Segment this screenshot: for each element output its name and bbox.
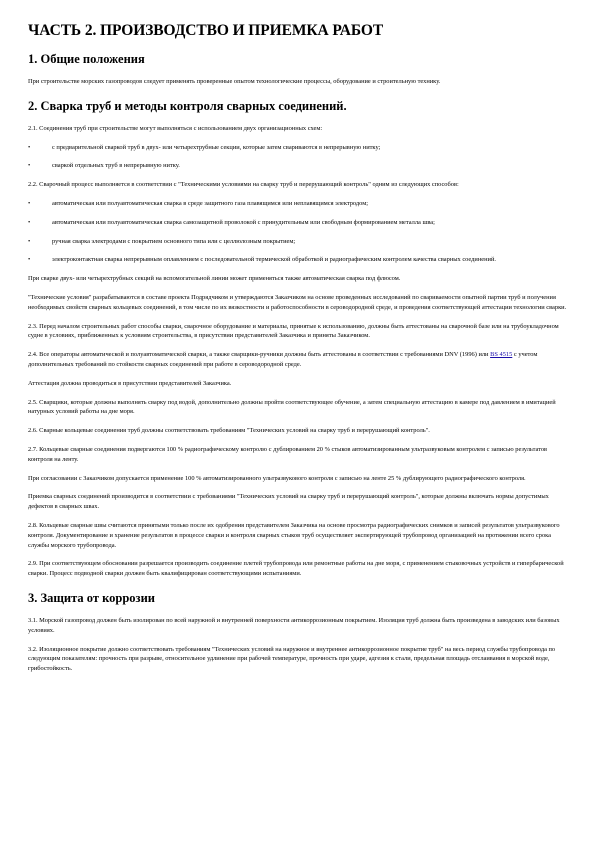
bullet-item (28, 143, 567, 153)
section-heading: 1. Общие положения (28, 52, 145, 66)
bullet-marker: • (28, 199, 31, 207)
bullet-text: электроконтактная сварка непрерывным оплавлением с последовательной термической обработкой и радиографическим контролем качества сварных соединений. (52, 256, 496, 264)
bullet-item (28, 199, 567, 209)
paragraph: "Технические условия" разрабатываются в составе проекта Подрядчиком и утверждаются Заказчиком на основе проведенных исследований по свариваемости опытной партии труб и получения необходимых свойств сварных кольцевых соединений, в том числе по их вязкостности и работоспособности в сероводородной среде, и проведения соответствующей аттестации технологии сварки. (28, 293, 567, 311)
bullet-text: сваркой отдельных труб в непрерывную нитку. (52, 162, 180, 170)
bullet-item (28, 237, 567, 247)
bullet-item (28, 218, 567, 228)
paragraph: 3.2. Изоляционное покрытие должно соответствовать требованиям "Технических условий на наружное и внутреннее антикоррозионное покрытие труб" на весь период службы трубопровода по следующим показателям: прочность при разрыве, относительное удлинение при рабочей температуре, прочность при ударе, адгезия к стали, предельная площадь отслаивания в морской воде, грибостойкость. (28, 645, 556, 673)
bullet-marker: • (28, 237, 31, 245)
bullet-marker: • (28, 162, 31, 170)
paragraph: При сварке двух- или четырехтрубных секций на вспомогательной линии может применяться также автоматическая сварка под флюсом. (28, 275, 401, 283)
paragraph: 2.3. Перед началом строительных работ способы сварки, сварочное оборудование и материалы, принятые к использованию, должны быть аттестованы на сварочной базе или на трубоукладочном судне в условиях, приближенных к условиям строительства, в присутствии представителей Заказчика и приняты Заказчиком. (28, 322, 559, 340)
bullet-marker: • (28, 143, 31, 151)
bullet-marker: • (28, 218, 31, 226)
bullet-text: ручная сварка электродами с покрытием основного типа или с целлюлозным покрытием; (52, 237, 296, 245)
document-title: ЧАСТЬ 2. ПРОИЗВОДСТВО И ПРИЕМКА РАБОТ (28, 22, 384, 39)
paragraph: 2.8. Кольцевые сварные швы считаются принятыми только после их одобрения представителем Заказчика на основе просмотра радиографических снимков и записей результатов ультразвукового контроля. Документирование и хранение результатов в процессе сварки и контроля сварных стыков труб осуществляет экспертирующей трубопровод организацией на протяжении всего срока службы морского трубопровода. (28, 521, 560, 549)
bullet-item (28, 255, 567, 265)
paragraph: При согласовании с Заказчиком допускается применение 100 % автоматизированного ультразвукового контроля с записью на ленте 25 % дублирующего радиографического контроля. (28, 474, 526, 482)
paragraph: 2.6. Сварные кольцевые соединения труб должны соответствовать требованиям "Технических условий на сварку труб и перерушающий контроль". (28, 427, 430, 435)
paragraph: 2.1. Соединения труб при строительстве могут выполняться с использованием двух организационных схем: (28, 124, 323, 132)
standard-link[interactable]: BS 4515 (490, 351, 513, 359)
bullet-marker: • (28, 256, 31, 264)
paragraph: Приемка сварных соединений производится в соответствии с требованиями "Технических условий на сварку труб и перерушающий контроль", которые должны включать нормы допустимых дефектов в сварных швах. (28, 493, 549, 511)
section-heading: 2. Сварка труб и методы контроля сварных соединений. (28, 98, 347, 113)
bullet-item (28, 161, 567, 171)
paragraph: 2.2. Сварочный процесс выполняется в соответствии с "Техническими условиями на сварку труб и перерушающий контроль" одним из следующих способов: (28, 181, 459, 189)
bullet-text: с предварительной сваркой труб в двух- или четырехтрубные секции, которые затем свариваются в непрерывную нитку; (52, 143, 381, 151)
document-body (28, 52, 567, 674)
section-heading: 3. Защита от коррозии (28, 590, 155, 605)
paragraph: 2.9. При соответствующем обосновании разрешается производить соединение плетей трубопровода или ремонтные работы на дне моря, с применением стыковочных устройств и гипербарической сварки. Процесс подводной сварки должен быть квалифицирован соответствующими испытаниями. (28, 560, 564, 578)
bullet-text: автоматическая или полуавтоматическая сварка в среде защитного газа плавящимся или неплавящимся электродом; (52, 199, 369, 207)
paragraph-text: с учетом дополнительных требований по стойкости сварных соединений при работе в сероводородной среде. (28, 351, 538, 368)
paragraph: 2.7. Кольцевые сварные соединения подвергаются 100 % радиографическому контролю с дублированием 20 % стыков автоматизированным ультразвуковым контролем с записью результатов контроля на ленту. (28, 445, 548, 463)
paragraph: 2.5. Сварщики, которые должны выполнять сварку под водой, дополнительно должны пройти соответствующее обучение, а затем специальную аттестацию в камере под давлением в имитацией натурных условий работы на дне моря. (28, 398, 556, 416)
paragraph: При строительстве морских газопроводов следует применять проверенные опытом технологические процессы, оборудование и строительную технику. (28, 78, 441, 85)
paragraph (28, 350, 567, 370)
paragraph: 3.1. Морской газопровод должен быть изолирован по всей наружной и внутренней поверхности антикоррозионным покрытием. Изоляция труб должна быть произведена в заводских или базовых условиях. (28, 616, 560, 634)
paragraph-text: 2.4. Все операторы автоматической и полуавтоматической сварки, а также сварщики-ручники должны быть аттестованы в соответствии с требованиями DNV (1996) или (28, 351, 491, 359)
bullet-text: автоматическая или полуавтоматическая сварка самозащитной проволокой с принудительным или свободным формированием металла шва; (52, 218, 435, 226)
paragraph: Аттестация должна проводиться в присутствии представителей Заказчика. (28, 379, 232, 387)
